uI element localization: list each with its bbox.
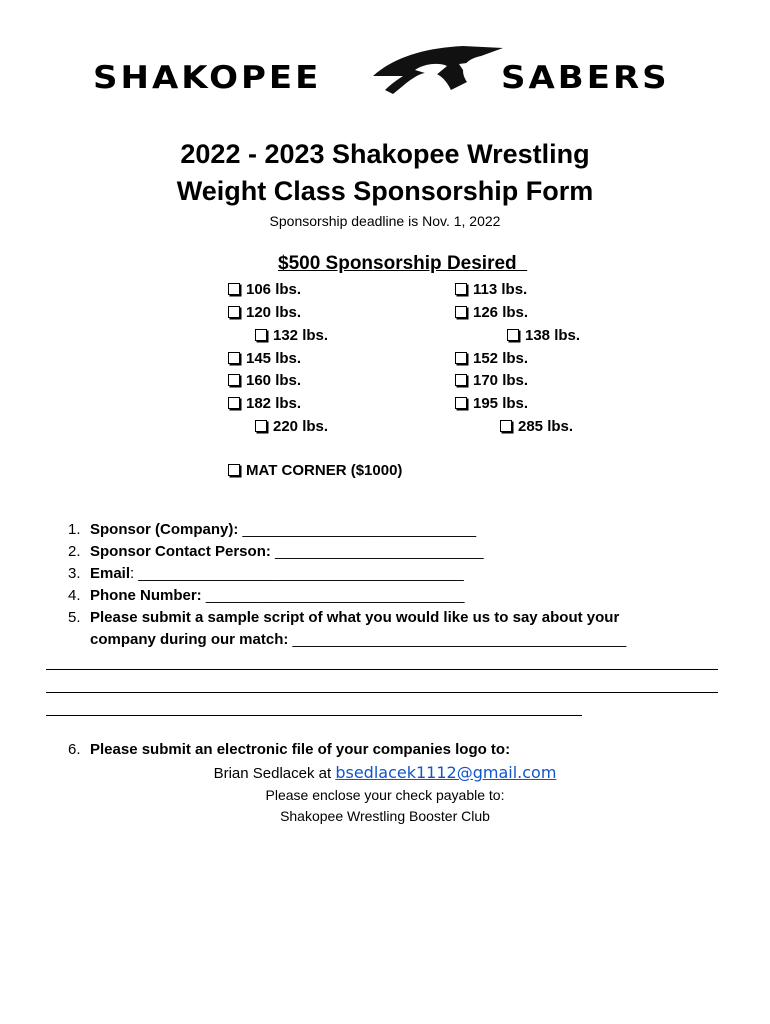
logo-right-word: SABERS bbox=[501, 59, 670, 97]
weight-label: 195 lbs. bbox=[473, 395, 529, 412]
contact-email-link[interactable]: bsedlacek1112@gmail.com bbox=[335, 763, 557, 782]
weight-label: 285 lbs. bbox=[518, 418, 574, 435]
contact-line bbox=[0, 763, 770, 782]
weight-label: 145 lbs. bbox=[246, 350, 302, 367]
booster-club-name: Shakopee Wrestling Booster Club bbox=[280, 808, 490, 824]
check-instructions: Please enclose your check payable to: bbox=[265, 787, 505, 803]
weight-label: 113 lbs. bbox=[473, 281, 528, 298]
weight-label: 138 lbs. bbox=[525, 327, 581, 344]
logo-request-text: Please submit an electronic file of your companies logo to: bbox=[90, 741, 511, 758]
checkbox-132[interactable] bbox=[255, 327, 328, 344]
list-item-contact[interactable]: 2. Sponsor Contact Person: _________________________ bbox=[68, 543, 484, 560]
weight-label: 160 lbs. bbox=[246, 372, 302, 389]
contact-blank[interactable]: _________________________ bbox=[270, 543, 484, 560]
list-item-script-cont[interactable] bbox=[90, 631, 626, 648]
email-label: Email bbox=[90, 565, 131, 582]
logo-left-word: SHAKOPEE bbox=[93, 59, 322, 97]
deadline-note: Sponsorship deadline is Nov. 1, 2022 bbox=[269, 213, 501, 229]
script-request-line-1: Please submit a sample script of what you would like us to say about your bbox=[90, 609, 620, 626]
checkbox-icon bbox=[255, 420, 267, 432]
checkbox-icon bbox=[455, 397, 467, 409]
checkbox-icon bbox=[455, 352, 467, 364]
script-blank[interactable]: ________________________________________ bbox=[288, 631, 627, 648]
checkbox-icon bbox=[228, 374, 240, 386]
mat-corner-label: MAT CORNER ($1000) bbox=[246, 462, 403, 479]
saber-mascot-icon bbox=[363, 40, 513, 100]
checkbox-icon bbox=[255, 329, 267, 341]
weight-label: 170 lbs. bbox=[473, 372, 529, 389]
weight-label: 152 lbs. bbox=[473, 350, 529, 367]
checkbox-160[interactable] bbox=[228, 372, 301, 389]
checkbox-138[interactable] bbox=[507, 327, 580, 344]
weight-label: 120 lbs. bbox=[246, 304, 302, 321]
script-writing-line-2[interactable] bbox=[46, 692, 718, 693]
form-title-line-2: Weight Class Sponsorship Form bbox=[176, 176, 594, 206]
sponsor-label: Sponsor (Company): bbox=[90, 521, 239, 538]
contact-label: Sponsor Contact Person: bbox=[90, 543, 271, 560]
checkbox-145[interactable] bbox=[228, 350, 301, 367]
shakopee-sabers-logo bbox=[93, 40, 713, 102]
weight-label: 182 lbs. bbox=[246, 395, 302, 412]
checkbox-182[interactable] bbox=[228, 395, 301, 412]
checkbox-113[interactable] bbox=[455, 281, 527, 298]
phone-blank[interactable]: _______________________________ bbox=[201, 587, 465, 604]
checkbox-icon bbox=[500, 420, 512, 432]
weight-label: 220 lbs. bbox=[273, 418, 329, 435]
weight-label: 132 lbs. bbox=[273, 327, 329, 344]
phone-label: Phone Number: bbox=[90, 587, 202, 604]
checkbox-285[interactable] bbox=[500, 418, 573, 435]
email-blank[interactable]: : _______________________________________ bbox=[130, 565, 464, 582]
checkbox-126[interactable] bbox=[455, 304, 528, 321]
sponsor-blank[interactable]: ____________________________ bbox=[238, 521, 477, 538]
list-item-script[interactable]: 5. Please submit a sample script of what you would like us to say about your bbox=[68, 609, 620, 626]
weight-label: 106 lbs. bbox=[246, 281, 302, 298]
sponsorship-heading: $500 Sponsorship Desired bbox=[278, 253, 528, 274]
list-item-logo-request: 6. Please submit an electronic file of your companies logo to: bbox=[68, 741, 511, 758]
checkbox-106[interactable] bbox=[228, 281, 301, 298]
checkbox-icon bbox=[507, 329, 519, 341]
checkbox-icon bbox=[455, 283, 467, 295]
list-item-sponsor[interactable]: 1. Sponsor (Company): ____________________________ bbox=[68, 521, 477, 538]
checkbox-icon bbox=[228, 283, 240, 295]
checkbox-220[interactable] bbox=[255, 418, 328, 435]
script-request-line-2: company during our match: bbox=[90, 631, 289, 648]
checkbox-icon bbox=[228, 397, 240, 409]
list-item-email[interactable]: 3. Email: _______________________________________ bbox=[68, 565, 464, 582]
checkbox-mat-corner[interactable] bbox=[228, 462, 402, 479]
checkbox-icon bbox=[228, 352, 240, 364]
checkbox-152[interactable] bbox=[455, 350, 528, 367]
script-writing-line-3[interactable] bbox=[46, 715, 582, 716]
checkbox-icon bbox=[228, 464, 240, 476]
script-writing-line-1[interactable] bbox=[46, 669, 718, 670]
checkbox-120[interactable] bbox=[228, 304, 301, 321]
checkbox-icon bbox=[455, 374, 467, 386]
contact-prefix: Brian Sedlacek at bbox=[213, 765, 336, 782]
checkbox-icon bbox=[228, 306, 240, 318]
weight-label: 126 lbs. bbox=[473, 304, 529, 321]
checkbox-170[interactable] bbox=[455, 372, 528, 389]
checkbox-195[interactable] bbox=[455, 395, 528, 412]
form-title-line-1: 2022 - 2023 Shakopee Wrestling bbox=[180, 139, 590, 169]
list-item-phone[interactable]: 4. Phone Number: _______________________________ bbox=[68, 587, 465, 604]
checkbox-icon bbox=[455, 306, 467, 318]
